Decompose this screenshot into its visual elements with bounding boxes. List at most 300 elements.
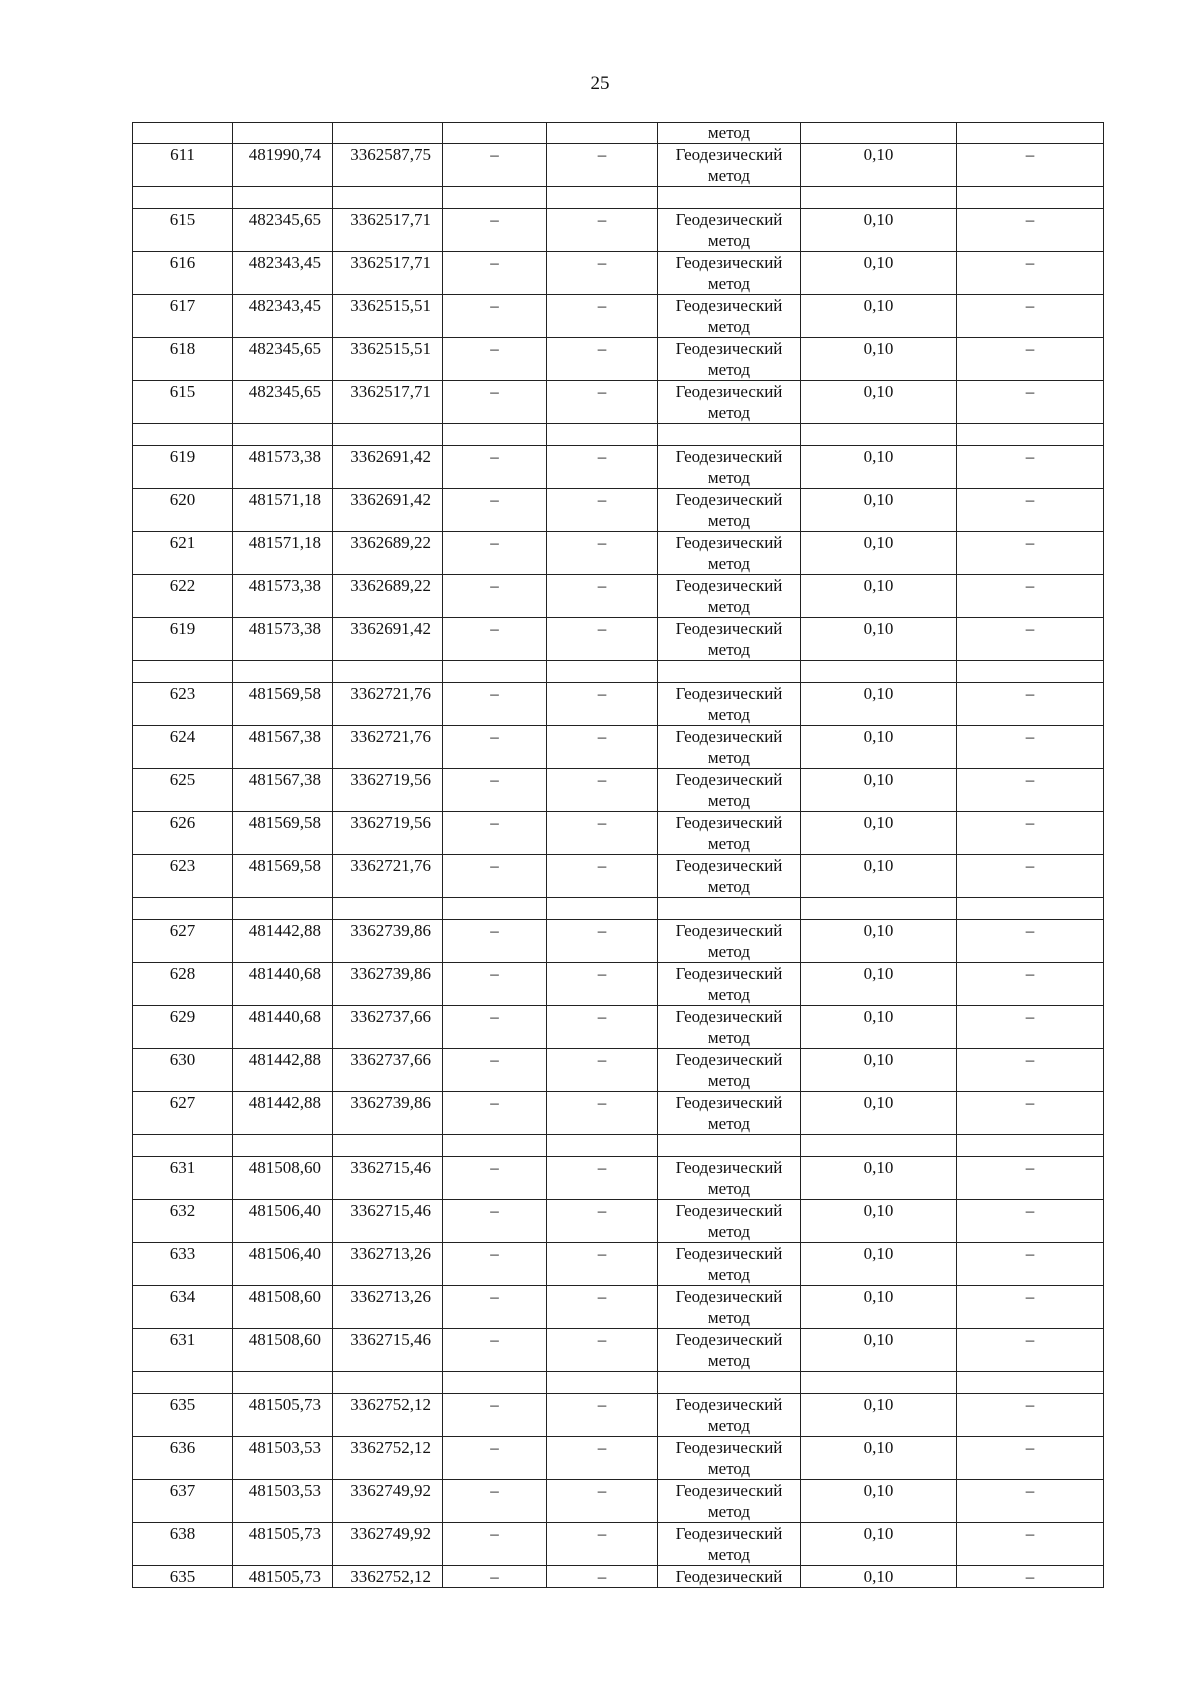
dash-cell: –: [443, 209, 547, 252]
point-number-cell: 631: [133, 1157, 233, 1200]
dash-cell: –: [957, 1092, 1104, 1135]
empty-cell: [443, 187, 547, 209]
y-coordinate-cell: 3362713,26: [333, 1243, 443, 1286]
method-cell: [658, 1200, 801, 1243]
accuracy-cell: 0,10: [801, 963, 957, 1006]
method-line: метод: [707, 554, 751, 573]
empty-cell: [233, 1135, 333, 1157]
y-coordinate-cell: 3362721,76: [333, 726, 443, 769]
method-line: метод: [707, 748, 751, 767]
dash-cell: –: [547, 338, 658, 381]
table-row: [133, 446, 1104, 489]
dash-cell: –: [957, 1394, 1104, 1437]
method-cell: [658, 446, 801, 489]
table-row: [133, 769, 1104, 812]
dash-cell: –: [547, 1286, 658, 1329]
dash-cell: –: [547, 963, 658, 1006]
dash-cell: –: [443, 920, 547, 963]
empty-cell: [658, 1135, 801, 1157]
empty-cell: [957, 187, 1104, 209]
x-coordinate-cell: 481505,73: [233, 1394, 333, 1437]
method-cell: [658, 855, 801, 898]
dash-cell: –: [547, 532, 658, 575]
point-number-cell: 635: [133, 1394, 233, 1437]
dash-cell: –: [547, 381, 658, 424]
empty-cell: [333, 1135, 443, 1157]
dash-cell: –: [957, 446, 1104, 489]
method-line: Геодезический: [675, 1201, 783, 1220]
method-line: Геодезический: [675, 382, 783, 401]
method-line: метод: [707, 231, 751, 250]
dash-cell: –: [957, 252, 1104, 295]
dash-cell: –: [957, 144, 1104, 187]
dash-cell: –: [547, 769, 658, 812]
dash-cell: –: [443, 1480, 547, 1523]
dash-cell: –: [443, 1566, 547, 1588]
accuracy-cell: 0,10: [801, 1092, 957, 1135]
point-number-cell: 635: [133, 1566, 233, 1588]
x-coordinate-cell: 481506,40: [233, 1243, 333, 1286]
accuracy-cell: 0,10: [801, 1566, 957, 1588]
method-line: метод: [707, 511, 751, 530]
method-line: Геодезический: [675, 813, 783, 832]
point-number-cell: 615: [133, 209, 233, 252]
x-coordinate-cell: 481442,88: [233, 920, 333, 963]
dash-cell: –: [547, 618, 658, 661]
method-line: метод: [707, 1028, 751, 1047]
method-cell: [658, 1437, 801, 1480]
separator-row: [133, 898, 1104, 920]
method-cell: [658, 252, 801, 295]
x-coordinate-cell: 482343,45: [233, 295, 333, 338]
method-line: Геодезический: [675, 533, 783, 552]
dash-cell: –: [957, 1200, 1104, 1243]
dash-cell: –: [957, 920, 1104, 963]
table-row: [133, 252, 1104, 295]
empty-cell: [133, 1135, 233, 1157]
point-number-cell: 617: [133, 295, 233, 338]
point-number-cell: 625: [133, 769, 233, 812]
accuracy-cell: 0,10: [801, 1157, 957, 1200]
empty-cell: [801, 1372, 957, 1394]
table-row: [133, 1394, 1104, 1437]
coordinates-table: [132, 122, 1104, 1588]
table-row: [133, 726, 1104, 769]
dash-cell: –: [957, 769, 1104, 812]
table-row: [133, 963, 1104, 1006]
method-line: Геодезический: [675, 684, 783, 703]
empty-cell: [443, 1372, 547, 1394]
empty-cell: [957, 661, 1104, 683]
y-coordinate-cell: 3362715,46: [333, 1200, 443, 1243]
x-coordinate-cell: 481569,58: [233, 683, 333, 726]
method-cell: [658, 489, 801, 532]
method-line: метод: [707, 1308, 751, 1327]
empty-cell: [133, 661, 233, 683]
accuracy-cell: 0,10: [801, 1286, 957, 1329]
x-coordinate-cell: 481503,53: [233, 1437, 333, 1480]
x-coordinate-cell: 481571,18: [233, 489, 333, 532]
page-number: 25: [590, 73, 610, 94]
table-row: [133, 855, 1104, 898]
separator-row: [133, 661, 1104, 683]
empty-cell: [443, 661, 547, 683]
empty-cell: [443, 123, 547, 144]
table-row: [133, 381, 1104, 424]
accuracy-cell: 0,10: [801, 209, 957, 252]
y-coordinate-cell: 3362752,12: [333, 1566, 443, 1588]
method-cell: [658, 1157, 801, 1200]
dash-cell: –: [443, 812, 547, 855]
dash-cell: –: [957, 1243, 1104, 1286]
dash-cell: –: [547, 1092, 658, 1135]
separator-row: [133, 1372, 1104, 1394]
table-row: [133, 295, 1104, 338]
method-line: метод: [707, 1545, 751, 1564]
dash-cell: –: [957, 338, 1104, 381]
accuracy-cell: 0,10: [801, 575, 957, 618]
point-number-cell: 630: [133, 1049, 233, 1092]
point-number-cell: 621: [133, 532, 233, 575]
method-cell: [658, 144, 801, 187]
empty-cell: [801, 898, 957, 920]
table-row: [133, 1092, 1104, 1135]
table-row: [133, 575, 1104, 618]
method-line: метод: [707, 1351, 751, 1370]
x-coordinate-cell: 481506,40: [233, 1200, 333, 1243]
dash-cell: –: [443, 1006, 547, 1049]
y-coordinate-cell: 3362689,22: [333, 532, 443, 575]
method-cell: [658, 1006, 801, 1049]
method-line: метод: [707, 274, 751, 293]
y-coordinate-cell: 3362721,76: [333, 683, 443, 726]
point-number-cell: 632: [133, 1200, 233, 1243]
empty-cell: [957, 123, 1104, 144]
dash-cell: –: [547, 1523, 658, 1566]
empty-cell: [547, 123, 658, 144]
dash-cell: –: [547, 1157, 658, 1200]
method-cell: [658, 338, 801, 381]
empty-cell: [957, 898, 1104, 920]
method-line: метод: [707, 640, 751, 659]
dash-cell: –: [443, 769, 547, 812]
method-cell: [658, 209, 801, 252]
dash-cell: –: [547, 920, 658, 963]
table-row: [133, 1566, 1104, 1588]
empty-cell: [957, 1372, 1104, 1394]
separator-row: [133, 1135, 1104, 1157]
dash-cell: –: [443, 489, 547, 532]
dash-cell: –: [547, 1200, 658, 1243]
empty-cell: [547, 1372, 658, 1394]
dash-cell: –: [547, 683, 658, 726]
empty-cell: [801, 123, 957, 144]
dash-cell: –: [957, 575, 1104, 618]
dash-cell: –: [547, 726, 658, 769]
dash-cell: –: [547, 1329, 658, 1372]
point-number-cell: 623: [133, 855, 233, 898]
dash-cell: –: [957, 1329, 1104, 1372]
dash-cell: –: [443, 446, 547, 489]
dash-cell: –: [957, 1006, 1104, 1049]
method-line: Геодезический: [675, 210, 783, 229]
point-number-cell: 631: [133, 1329, 233, 1372]
y-coordinate-cell: 3362515,51: [333, 295, 443, 338]
dash-cell: –: [443, 618, 547, 661]
x-coordinate-cell: 481569,58: [233, 812, 333, 855]
accuracy-cell: 0,10: [801, 532, 957, 575]
dash-cell: –: [957, 1437, 1104, 1480]
table-row: [133, 812, 1104, 855]
empty-cell: [333, 123, 443, 144]
x-coordinate-cell: 481567,38: [233, 769, 333, 812]
method-line: Геодезический: [675, 145, 783, 164]
table-row: [133, 532, 1104, 575]
empty-cell: [443, 898, 547, 920]
accuracy-cell: 0,10: [801, 1437, 957, 1480]
method-line: метод: [707, 1114, 751, 1133]
x-coordinate-cell: 481573,38: [233, 618, 333, 661]
dash-cell: –: [443, 1092, 547, 1135]
y-coordinate-cell: 3362517,71: [333, 209, 443, 252]
accuracy-cell: 0,10: [801, 726, 957, 769]
empty-cell: [233, 1372, 333, 1394]
dash-cell: –: [957, 381, 1104, 424]
continuation-row: [133, 123, 1104, 144]
method-line: Геодезический: [675, 447, 783, 466]
method-cell: [658, 381, 801, 424]
empty-cell: [233, 424, 333, 446]
point-number-cell: 624: [133, 726, 233, 769]
method-cell: [658, 1049, 801, 1092]
method-line: метод: [707, 1179, 751, 1198]
table-row: [133, 618, 1104, 661]
empty-cell: [547, 898, 658, 920]
separator-row: [133, 187, 1104, 209]
method-line: метод: [707, 403, 751, 422]
method-cell: [658, 1480, 801, 1523]
method-cell: [658, 575, 801, 618]
method-line: Геодезический: [675, 1158, 783, 1177]
dash-cell: –: [957, 295, 1104, 338]
method-line: Геодезический: [675, 921, 783, 940]
table-row: [133, 1437, 1104, 1480]
method-cell: [658, 1523, 801, 1566]
method-line: Геодезический: [675, 1244, 783, 1263]
empty-cell: [801, 187, 957, 209]
method-line: Геодезический: [675, 490, 783, 509]
accuracy-cell: 0,10: [801, 1200, 957, 1243]
dash-cell: –: [547, 1006, 658, 1049]
x-coordinate-cell: 481442,88: [233, 1049, 333, 1092]
y-coordinate-cell: 3362719,56: [333, 812, 443, 855]
method-line: Геодезический: [675, 253, 783, 272]
y-coordinate-cell: 3362691,42: [333, 489, 443, 532]
method-line: Геодезический: [675, 1481, 783, 1500]
empty-cell: [333, 1372, 443, 1394]
accuracy-cell: 0,10: [801, 252, 957, 295]
method-line: Геодезический: [675, 964, 783, 983]
method-cell: [658, 1092, 801, 1135]
x-coordinate-cell: 481508,60: [233, 1286, 333, 1329]
dash-cell: –: [443, 683, 547, 726]
empty-cell: [133, 123, 233, 144]
dash-cell: –: [957, 532, 1104, 575]
method-line: метод: [707, 1416, 751, 1435]
separator-row: [133, 424, 1104, 446]
empty-cell: [801, 424, 957, 446]
method-cell: [658, 1286, 801, 1329]
x-coordinate-cell: 481440,68: [233, 963, 333, 1006]
method-line: Геодезический: [675, 1287, 783, 1306]
accuracy-cell: 0,10: [801, 144, 957, 187]
point-number-cell: 633: [133, 1243, 233, 1286]
accuracy-cell: 0,10: [801, 446, 957, 489]
point-number-cell: 623: [133, 683, 233, 726]
method-line: метод: [707, 942, 751, 961]
method-cell: [658, 618, 801, 661]
point-number-cell: 636: [133, 1437, 233, 1480]
empty-cell: [658, 661, 801, 683]
accuracy-cell: 0,10: [801, 618, 957, 661]
method-line: Геодезический: [675, 770, 783, 789]
table-row: [133, 1200, 1104, 1243]
x-coordinate-cell: 481567,38: [233, 726, 333, 769]
y-coordinate-cell: 3362737,66: [333, 1049, 443, 1092]
accuracy-cell: 0,10: [801, 381, 957, 424]
dash-cell: –: [957, 1049, 1104, 1092]
y-coordinate-cell: 3362689,22: [333, 575, 443, 618]
x-coordinate-cell: 481573,38: [233, 446, 333, 489]
dash-cell: –: [547, 812, 658, 855]
x-coordinate-cell: 481571,18: [233, 532, 333, 575]
dash-cell: –: [547, 855, 658, 898]
empty-cell: [333, 661, 443, 683]
dash-cell: –: [443, 963, 547, 1006]
dash-cell: –: [443, 1329, 547, 1372]
table-row: [133, 1243, 1104, 1286]
point-number-cell: 627: [133, 920, 233, 963]
method-line: метод: [707, 1459, 751, 1478]
method-line: Геодезический: [675, 1524, 783, 1543]
table-row: [133, 1523, 1104, 1566]
y-coordinate-cell: 3362587,75: [333, 144, 443, 187]
empty-cell: [658, 424, 801, 446]
empty-cell: [547, 187, 658, 209]
y-coordinate-cell: 3362517,71: [333, 252, 443, 295]
point-number-cell: 628: [133, 963, 233, 1006]
table-row: [133, 338, 1104, 381]
method-cell: [658, 1566, 801, 1588]
y-coordinate-cell: 3362713,26: [333, 1286, 443, 1329]
empty-cell: [233, 898, 333, 920]
dash-cell: –: [443, 532, 547, 575]
y-coordinate-cell: 3362715,46: [333, 1157, 443, 1200]
dash-cell: –: [957, 209, 1104, 252]
method-line: метод: [707, 597, 751, 616]
dash-cell: –: [443, 1049, 547, 1092]
point-number-cell: 626: [133, 812, 233, 855]
x-coordinate-cell: 481503,53: [233, 1480, 333, 1523]
accuracy-cell: 0,10: [801, 1394, 957, 1437]
dash-cell: –: [443, 1200, 547, 1243]
y-coordinate-cell: 3362752,12: [333, 1437, 443, 1480]
dash-cell: –: [443, 855, 547, 898]
dash-cell: –: [547, 1243, 658, 1286]
dash-cell: –: [443, 144, 547, 187]
y-coordinate-cell: 3362691,42: [333, 446, 443, 489]
empty-cell: [443, 1135, 547, 1157]
point-number-cell: 638: [133, 1523, 233, 1566]
method-line: метод: [707, 834, 751, 853]
dash-cell: –: [547, 252, 658, 295]
point-number-cell: 616: [133, 252, 233, 295]
method-line: Геодезический: [675, 1050, 783, 1069]
method-line: Геодезический: [675, 1093, 783, 1112]
dash-cell: –: [443, 1243, 547, 1286]
empty-cell: [233, 123, 333, 144]
point-number-cell: 611: [133, 144, 233, 187]
dash-cell: –: [547, 295, 658, 338]
accuracy-cell: 0,10: [801, 812, 957, 855]
x-coordinate-cell: 481505,73: [233, 1523, 333, 1566]
dash-cell: –: [443, 575, 547, 618]
table-row: [133, 920, 1104, 963]
dash-cell: –: [957, 1157, 1104, 1200]
dash-cell: –: [547, 1394, 658, 1437]
x-coordinate-cell: 481573,38: [233, 575, 333, 618]
dash-cell: –: [957, 1523, 1104, 1566]
x-coordinate-cell: 482345,65: [233, 209, 333, 252]
x-coordinate-cell: 481440,68: [233, 1006, 333, 1049]
dash-cell: –: [443, 1394, 547, 1437]
accuracy-cell: 0,10: [801, 1049, 957, 1092]
method-line: метод: [707, 877, 751, 896]
method-line: метод: [707, 1071, 751, 1090]
point-number-cell: 620: [133, 489, 233, 532]
dash-cell: –: [547, 575, 658, 618]
x-coordinate-cell: 481442,88: [233, 1092, 333, 1135]
method-cell: [658, 1329, 801, 1372]
empty-cell: [658, 187, 801, 209]
dash-cell: –: [547, 1566, 658, 1588]
accuracy-cell: 0,10: [801, 295, 957, 338]
method-line: метод: [707, 791, 751, 810]
method-line: Геодезический: [675, 1330, 783, 1349]
table-row: [133, 1157, 1104, 1200]
y-coordinate-cell: 3362691,42: [333, 618, 443, 661]
table-row: [133, 1006, 1104, 1049]
accuracy-cell: 0,10: [801, 338, 957, 381]
dash-cell: –: [443, 1437, 547, 1480]
method-cell: [658, 726, 801, 769]
method-line: Геодезический: [675, 727, 783, 746]
dash-cell: –: [547, 209, 658, 252]
point-number-cell: 622: [133, 575, 233, 618]
accuracy-cell: 0,10: [801, 1480, 957, 1523]
dash-cell: –: [957, 683, 1104, 726]
table-body: [133, 123, 1104, 1588]
empty-cell: [233, 187, 333, 209]
dash-cell: –: [957, 489, 1104, 532]
method-cell: [658, 532, 801, 575]
point-number-cell: 619: [133, 446, 233, 489]
empty-cell: [133, 424, 233, 446]
empty-cell: [801, 1135, 957, 1157]
table-row: [133, 1286, 1104, 1329]
dash-cell: –: [443, 726, 547, 769]
method-line: метод: [707, 705, 751, 724]
